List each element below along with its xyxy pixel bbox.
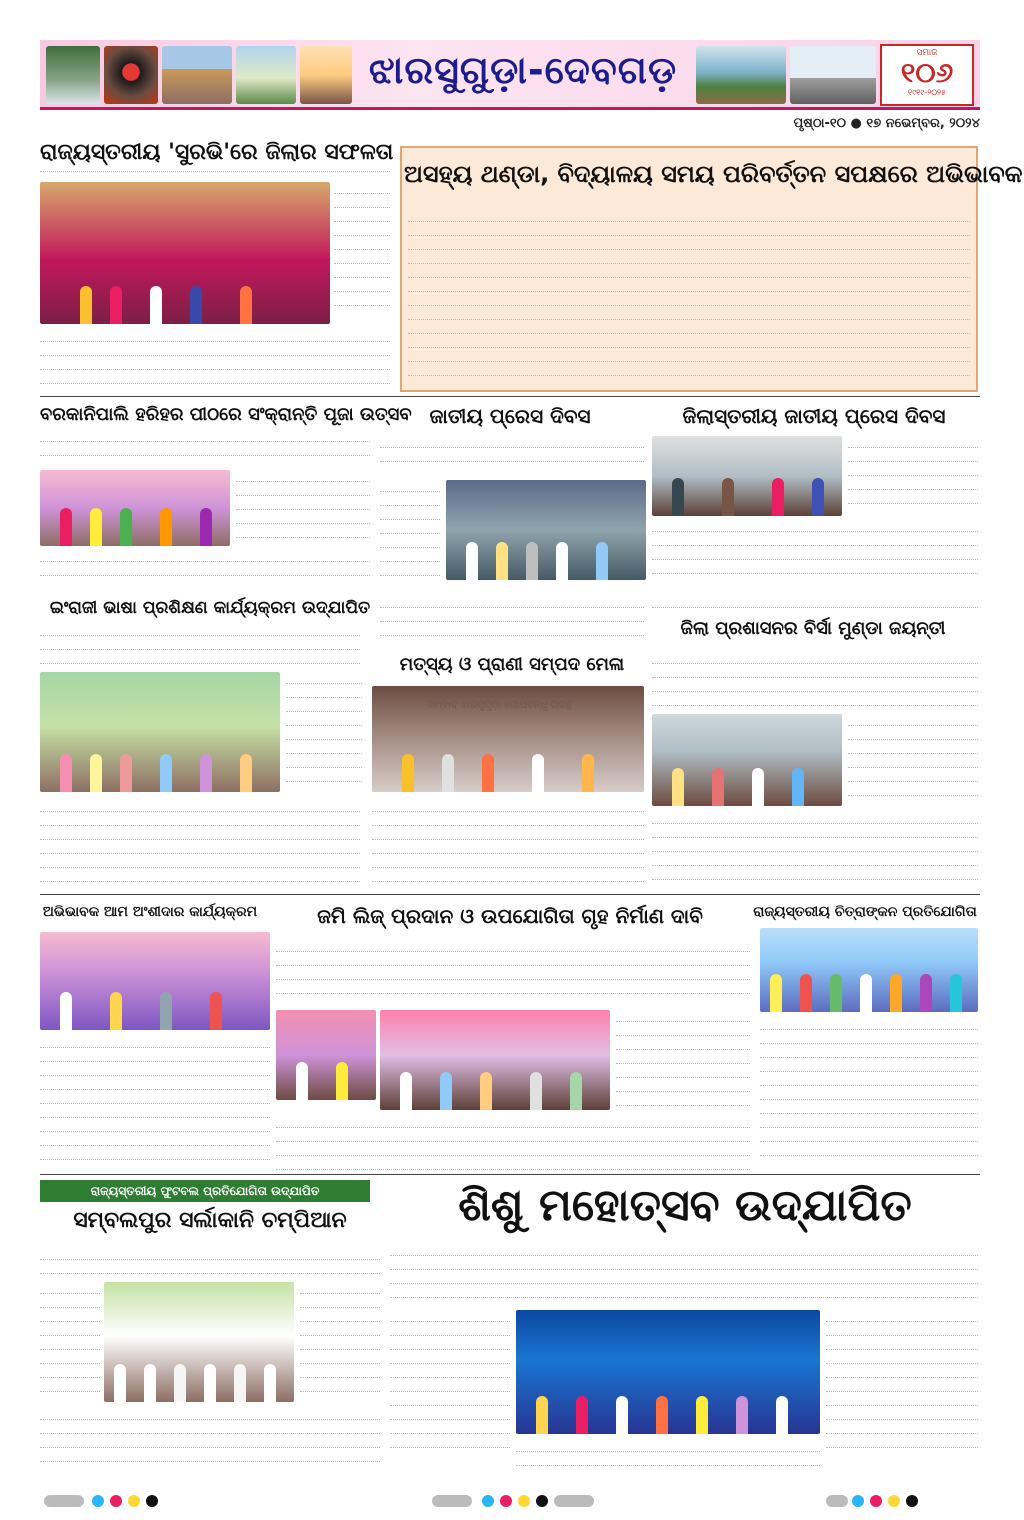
newspaper-logo [880,44,974,106]
article-children-festival-text [390,1244,978,1304]
registration-mark-center-left [432,1495,472,1507]
article-birsa-munda-text-bottom [652,812,978,890]
photo-football-team [104,1282,294,1402]
article-district-press-text [848,436,978,516]
article-football-text [40,1248,380,1278]
football-badge: ରାଜ୍ୟସ୍ତରୀୟ ଫୁଟବଲ ପ୍ରତିଯୋଗିତା ଉଦ୍‌ଯାପିତ [40,1180,370,1202]
masthead-photo-river [696,46,786,104]
article-district-press-text-bottom [652,520,978,590]
article-drawing-competition-text [760,1018,978,1168]
headline-press-day: ଜାତୀୟ ପ୍ରେସ ଦିବସ [429,404,591,428]
watermark: ସମ୍ବାଦ ଝାରସୁଗୁଡ଼ା ଗୋପବନ୍ଧୁ ଗ୍ରନ୍ଥ [427,700,573,711]
article-press-day-text [380,436,644,476]
masthead-photo-deity [104,46,158,104]
article-children-festival-text-right [826,1310,978,1470]
headline-birsa-munda: ଜିଲା ପ୍ରଶାସନର ବିର୍ସା ମୁଣ୍ଡା ଜୟନ୍ତୀ [680,618,946,639]
masthead-photo-monument [236,46,296,104]
masthead-photo-power-plant [790,46,876,104]
headline-sankranti-puja: ବରକାନିପାଲି ହରିହର ପୀଠରେ ସଂକ୍ରାନ୍ତି ପୂଜା ଉତ୍ସବ [40,404,412,425]
article-land-lease-text-bottom [276,1116,750,1170]
article-english-training-text-bottom [40,800,360,890]
article-land-lease-text-side [616,1010,750,1110]
article-english-training-text [40,624,360,664]
masthead-photo-waterfall [46,46,100,104]
article-press-day-text-side [380,480,440,590]
article-parents-partner-text [40,1036,270,1170]
article-sankranti-text-side [236,470,370,546]
article-surabhi-text-side [334,182,390,324]
headline-school-timing: ଅସହ୍ୟ ଥଣ୍ଡା, ବିଦ୍ୟାଳୟ ସମୟ ପରିବର୍ତ୍ତନ ସପକ୍ଷରେ ଅଭିଭାବକ [404,160,1023,188]
headline-district-press-day: ଜିଲାସ୍ତରୀୟ ଜାତୀୟ ପ୍ରେସ ଦିବସ [682,404,946,428]
article-surabhi-text [40,160,390,180]
photo-english-training [40,672,280,792]
headline-parents-partner: ଅଭିଭାବକ ଆମ ଅଂଶୀଦାର କାର୍ଯ୍ୟକ୍ରମ [42,904,258,920]
photo-surabhi-stage [40,182,330,324]
headline-surabhi: ରାଜ୍ୟସ୍ତରୀୟ 'ସୁରଭି'ରେ ଜିଲାର ସଫଳତା [40,140,394,165]
photo-land-lease-right [380,1010,610,1110]
masthead-photo-temple [162,46,232,104]
article-school-timing-text [408,210,970,386]
color-bar-center [482,1494,548,1508]
article-children-festival-text-bottom [516,1440,820,1472]
photo-birsa-munda [652,714,842,806]
headline-land-lease-demand: ଜମି ଲିଜ୍ ପ୍ରଦାନ ଓ ଉପଯୋଗିତା ଗୃହ ନିର୍ମାଣ ଦାବି [317,904,703,928]
photo-drawing-competition [760,928,978,1012]
article-football-text-side [40,1282,100,1402]
photo-children-festival [516,1310,820,1434]
article-fish-fair-text [372,800,644,890]
headline-fish-animal-fair: ମତ୍ସ୍ୟ ଓ ପ୍ରାଣୀ ସମ୍ପଦ ମେଳା [399,654,625,675]
logo-name: ସମାଜ [916,48,938,58]
photo-land-lease-left [276,1010,376,1100]
headline-english-training: ଇଂରାଜୀ ଭାଷା ପ୍ରଶିକ୍ଷଣ କାର୍ଯ୍ୟକ୍ରମ ଉଦ୍‌ଯାପିତ [49,598,371,618]
color-bar-left [92,1494,158,1508]
logo-years: ୧୯୧୯-୨୦୨୫ [908,88,946,97]
registration-mark-right [826,1495,848,1507]
registration-mark-center-right [554,1495,594,1507]
masthead-title: ଝାରସୁଗୁଡ଼ା-ଦେବଗଡ଼ [368,48,678,92]
divider-row-2 [40,894,980,895]
article-surabhi-text-bottom [40,330,390,390]
article-press-day-continued [380,596,644,646]
masthead [40,40,980,110]
page-dateline: ପୃଷ୍ଠା-୧୦ ● ୧୭ ନଭେମ୍ବର, ୨୦୨୪ [793,116,980,131]
color-bar-right [852,1494,918,1508]
headline-children-festival: ଶିଶୁ ମହୋତ୍ସବ ଉଦ୍‌ଯାପିତ [458,1180,912,1231]
article-football-text-right [300,1282,380,1402]
divider-row-1 [40,396,980,397]
article-sankranti-text-bottom [40,550,370,590]
article-birsa-munda-text [652,652,978,708]
headline-sambalpur-champion: ସମ୍ବଲପୁର ସର୍ଲାକାନି ଚମ୍ପିଆନ [73,1208,347,1233]
logo-anniversary-number: ୧୦୬ [900,56,954,89]
masthead-photo-figure [300,46,352,104]
photo-parents-partner [40,932,270,1030]
article-district-press-continued [652,596,978,612]
registration-mark-left [44,1495,84,1507]
article-english-training-text-side [286,672,362,792]
headline-drawing-competition: ରାଜ୍ୟସ୍ତରୀୟ ଚିତ୍ରାଙ୍କନ ପ୍ରତିଯୋଗିତା [753,904,977,920]
photo-district-press-day [652,436,842,516]
article-football-text-bottom [40,1408,380,1472]
article-children-festival-text-left [390,1310,510,1470]
photo-press-day [446,480,646,580]
divider-row-3 [40,1174,980,1175]
article-land-lease-text [276,940,750,1004]
article-birsa-munda-text-side [848,714,978,806]
